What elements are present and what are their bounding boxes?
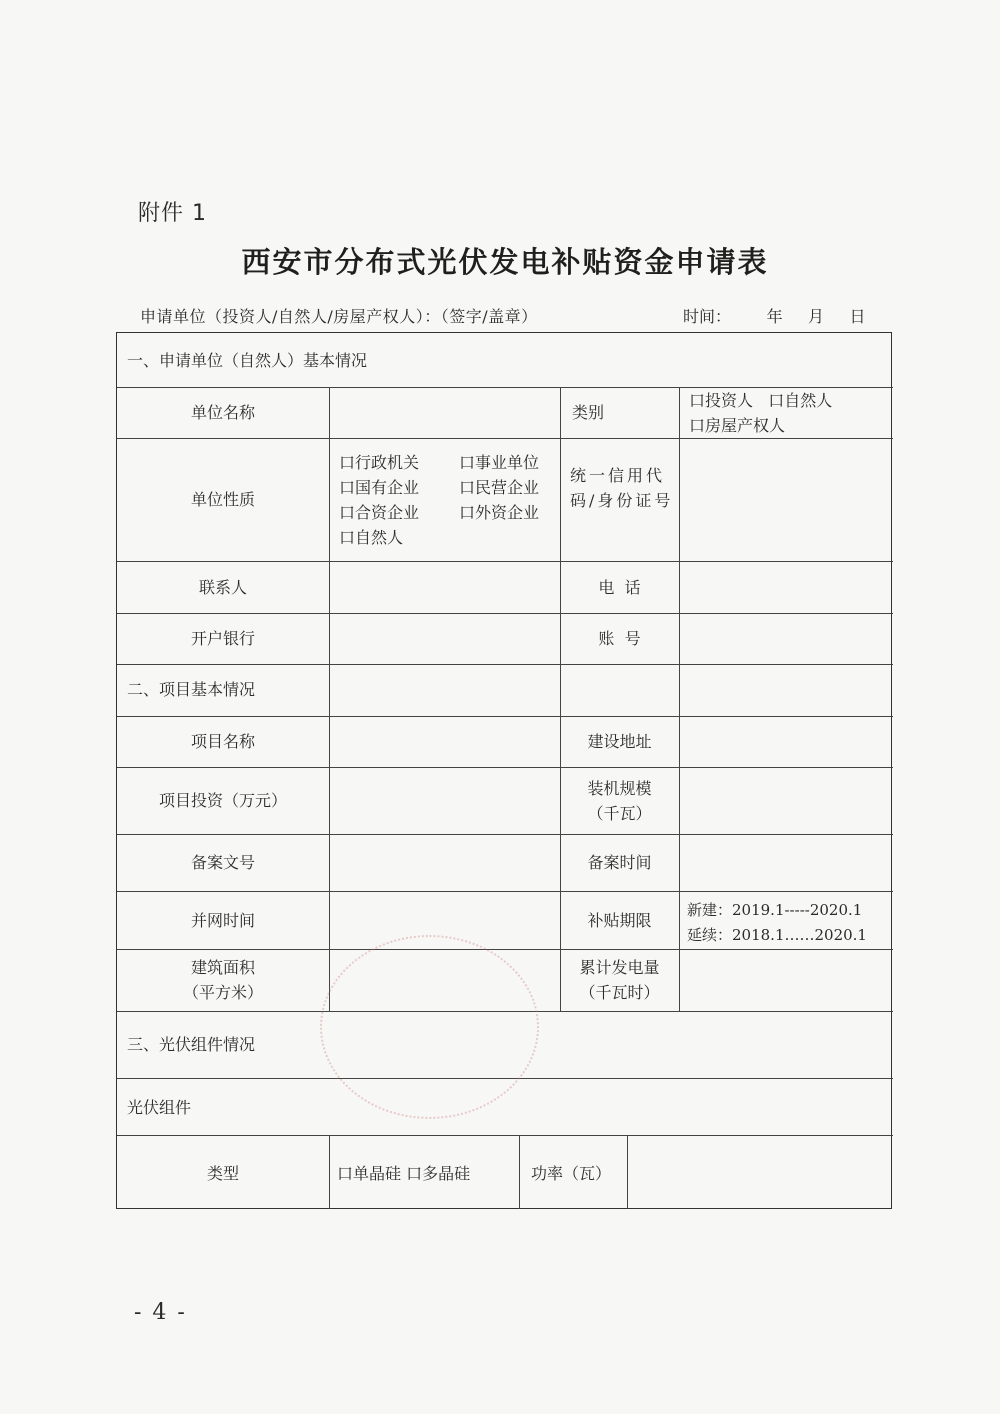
subsidy-period-value: 新建：2019.1-----2020.1 延续：2018.1……2020.1 <box>687 901 867 944</box>
unit-nature-label: 单位性质 <box>190 490 255 509</box>
col-divider <box>329 387 330 770</box>
phone-label: 电 话 <box>598 578 641 597</box>
faded-seal-stamp <box>320 935 539 1119</box>
col-divider <box>627 1135 628 1209</box>
category-label: 类别 <box>572 403 605 422</box>
bank-label: 开户银行 <box>190 629 255 648</box>
address-label: 建设地址 <box>587 732 652 751</box>
option-private[interactable]: 口民营企业 <box>459 478 540 497</box>
option-public-institution[interactable]: 口事业单位 <box>459 453 540 472</box>
contact-label: 联系人 <box>198 578 247 597</box>
row-divider <box>117 716 893 717</box>
type-label: 类型 <box>206 1164 239 1183</box>
row-divider <box>117 1135 893 1136</box>
project-name-label: 项目名称 <box>190 732 255 751</box>
col-divider <box>329 1135 330 1209</box>
unit-name-label: 单位名称 <box>190 403 255 422</box>
option-investor[interactable]: 口投资人 <box>689 391 754 410</box>
section2-heading: 二、项目基本情况 <box>127 680 256 699</box>
col-divider <box>519 1135 520 1209</box>
module-label: 光伏组件 <box>127 1098 192 1117</box>
date-line: 时间： 年 月 日 <box>683 307 866 326</box>
credit-code-label: 统一信用代码/身份证号 <box>570 466 674 510</box>
option-foreign[interactable]: 口外资企业 <box>459 503 540 522</box>
page-title: 西安市分布式光伏发电补贴资金申请表 <box>241 245 769 279</box>
filing-no-label: 备案文号 <box>190 853 255 872</box>
row-divider <box>117 613 893 614</box>
subsidy-period-label: 补贴期限 <box>587 911 652 930</box>
option-property-owner[interactable]: 口房屋产权人 <box>689 416 786 435</box>
col-divider <box>679 716 680 1011</box>
area-label: 建筑面积 （平方米） <box>182 958 263 1002</box>
row-divider <box>117 438 893 439</box>
category-options <box>689 388 889 438</box>
type-options[interactable]: 口单晶硅 口多晶硅 <box>337 1164 471 1183</box>
grid-time-label: 并网时间 <box>190 911 255 930</box>
page-number: - 4 - <box>134 1300 187 1325</box>
row-divider <box>117 561 893 562</box>
row-divider <box>117 767 893 768</box>
option-state-owned[interactable]: 口国有企业 <box>339 478 420 497</box>
option-joint-venture[interactable]: 口合资企业 <box>339 503 420 522</box>
col-divider <box>329 716 330 1011</box>
option-natural-person[interactable]: 口自然人 <box>768 391 833 410</box>
option-individual[interactable]: 口自然人 <box>339 528 404 547</box>
capacity-label: 装机规模 （千瓦） <box>587 779 652 823</box>
nature-options <box>339 450 559 550</box>
col-divider <box>679 387 680 770</box>
filing-time-label: 备案时间 <box>587 853 652 872</box>
row-divider <box>117 664 893 665</box>
section3-heading: 三、光伏组件情况 <box>127 1035 256 1054</box>
row-divider <box>117 949 893 950</box>
investment-label: 项目投资（万元） <box>158 791 287 810</box>
option-government[interactable]: 口行政机关 <box>339 453 420 472</box>
attachment-label: 附件 1 <box>138 201 207 226</box>
row-divider <box>117 834 893 835</box>
section1-heading: 一、申请单位（自然人）基本情况 <box>127 351 368 370</box>
account-label: 账 号 <box>598 629 641 648</box>
power-label: 功率（瓦） <box>531 1164 612 1183</box>
row-divider <box>117 891 893 892</box>
applicant-line: 申请单位（投资人/自然人/房屋产权人）：（签字/盖章） <box>140 307 538 326</box>
generation-label: 累计发电量 （千瓦时） <box>579 958 660 1002</box>
